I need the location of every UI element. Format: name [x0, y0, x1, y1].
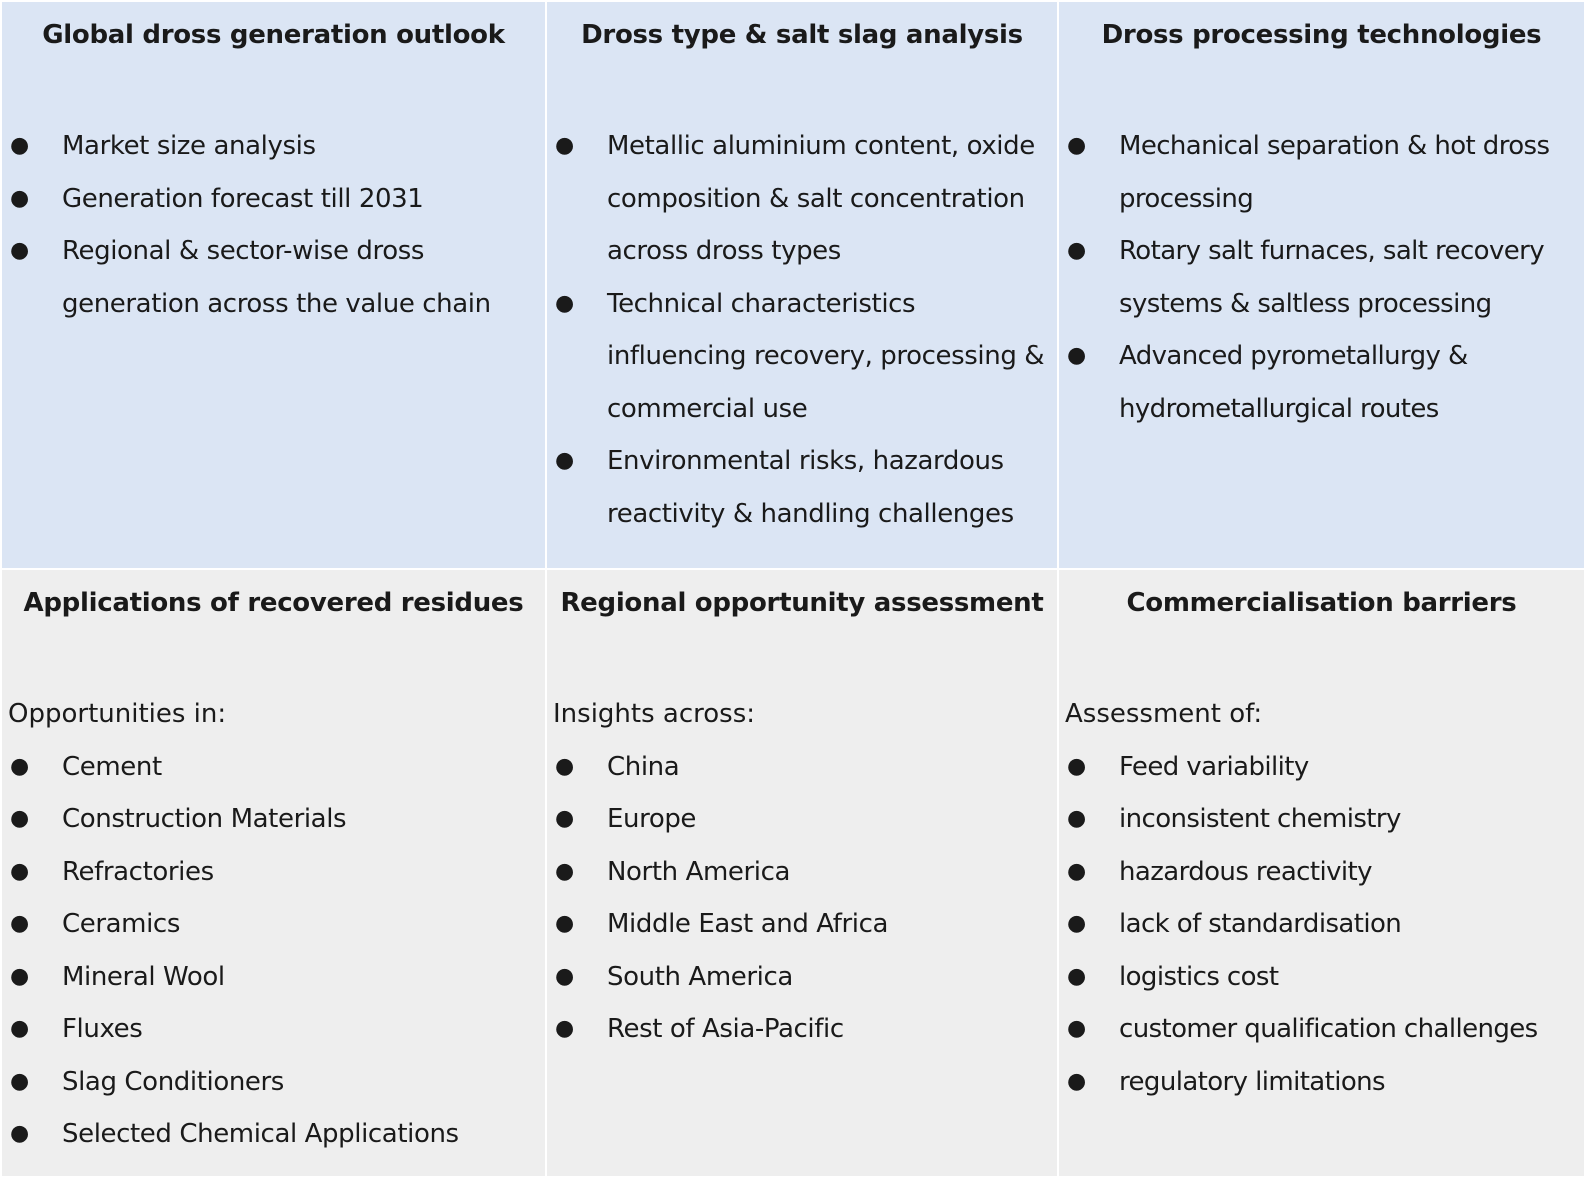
- cell-title: Dross processing technologies: [1101, 20, 1542, 50]
- list-item: [547, 951, 1057, 1004]
- bullet-icon: ●: [1067, 963, 1087, 989]
- bullet-icon: ●: [555, 1016, 575, 1041]
- list-item-text: hazardous reactivity: [1119, 856, 1372, 887]
- list-item-text: Advanced pyrometallurgy & hydrometallurgical routes: [1119, 341, 1468, 424]
- list-item: [2, 741, 545, 794]
- bullet-icon: ●: [10, 1068, 30, 1094]
- bullet-list: [1059, 120, 1584, 435]
- list-item: [547, 846, 1057, 899]
- bullet-icon: ●: [10, 1121, 30, 1146]
- list-item-text: Metallic aluminium content, oxide composition & salt concentration across dross types: [607, 131, 1035, 266]
- bullet-icon: ●: [1067, 133, 1087, 158]
- bullet-icon: ●: [555, 858, 575, 884]
- list-item-text: lack of standardisation: [1119, 909, 1402, 939]
- list-item: [1059, 330, 1584, 435]
- list-item: [547, 793, 1057, 846]
- bullet-list: [547, 120, 1057, 540]
- list-item: [1059, 951, 1584, 1004]
- list-item: [1059, 741, 1584, 794]
- list-item: [547, 120, 1057, 278]
- list-item: [2, 1056, 545, 1109]
- list-item: [547, 1003, 1057, 1056]
- list-item-text: Refractories: [62, 856, 214, 887]
- cell-regional-opportunity: [547, 570, 1057, 1176]
- bullet-list: [2, 120, 545, 330]
- bullet-icon: ●: [555, 448, 575, 473]
- list-item-text: logistics cost: [1119, 961, 1279, 992]
- list-item-text: Market size analysis: [62, 131, 316, 161]
- bullet-icon: ●: [10, 185, 30, 211]
- cell-title: Dross type & salt slag analysis: [581, 20, 1023, 50]
- list-item-text: inconsistent chemistry: [1119, 804, 1401, 834]
- bullet-icon: ●: [555, 133, 575, 158]
- bullet-list: [547, 741, 1057, 1056]
- list-item: [2, 1108, 545, 1161]
- list-item: [1059, 898, 1584, 951]
- bullet-icon: ●: [10, 753, 30, 779]
- list-item-text: Slag Conditioners: [62, 1066, 284, 1097]
- bullet-icon: ●: [10, 963, 30, 989]
- list-item: [2, 225, 545, 330]
- list-item-text: Cement: [62, 751, 162, 782]
- list-item: [2, 951, 545, 1004]
- list-item: [547, 435, 1057, 540]
- list-item: [2, 898, 545, 951]
- cell-body: [2, 688, 545, 1161]
- list-item: [1059, 120, 1584, 225]
- cell-body: [547, 688, 1057, 1056]
- list-item: [1059, 1056, 1584, 1109]
- list-item-text: Middle East and Africa: [607, 909, 889, 939]
- list-item: [2, 846, 545, 899]
- list-item: [547, 898, 1057, 951]
- bullet-icon: ●: [555, 753, 575, 779]
- list-item: [1059, 846, 1584, 899]
- bullet-icon: ●: [10, 806, 30, 831]
- bullet-icon: ●: [1067, 911, 1087, 936]
- bullet-icon: ●: [1067, 806, 1087, 831]
- list-item: [1059, 793, 1584, 846]
- cell-title: Applications of recovered residues: [23, 588, 524, 618]
- bullet-icon: ●: [10, 858, 30, 884]
- bullet-list: [1059, 741, 1584, 1109]
- cell-global-dross-outlook: [2, 2, 545, 568]
- bullet-list: [2, 741, 545, 1161]
- list-item-text: Environmental risks, hazardous reactivity & handling challenges: [607, 446, 1014, 529]
- list-item-text: Regional & sector-wise dross generation across the value chain: [62, 236, 491, 319]
- bullet-icon: ●: [10, 911, 30, 936]
- cell-dross-type-analysis: [547, 2, 1057, 568]
- list-item-text: Europe: [607, 804, 697, 834]
- bullet-icon: ●: [1067, 858, 1087, 884]
- bullet-icon: ●: [10, 1016, 30, 1041]
- cell-intro: Assessment of:: [1065, 699, 1263, 729]
- list-item-text: Feed variability: [1119, 751, 1309, 782]
- bullet-icon: ●: [1067, 753, 1087, 779]
- cell-body: [2, 120, 545, 330]
- list-item: [2, 1003, 545, 1056]
- list-item-text: Ceramics: [62, 909, 180, 939]
- list-item-text: Mineral Wool: [62, 961, 225, 992]
- bullet-icon: ●: [10, 238, 30, 263]
- list-item-text: Generation forecast till 2031: [62, 183, 424, 214]
- cell-title: Global dross generation outlook: [42, 20, 505, 50]
- list-item-text: Rotary salt furnaces, salt recovery systems & saltless processing: [1119, 236, 1545, 319]
- cell-title: Commercialisation barriers: [1126, 588, 1517, 618]
- cell-body: [1059, 120, 1584, 435]
- cell-intro: Insights across:: [553, 699, 756, 729]
- list-item: [547, 278, 1057, 436]
- bullet-icon: ●: [555, 806, 575, 831]
- bullet-icon: ●: [555, 911, 575, 936]
- list-item-text: Technical characteristics influencing recovery, processing & commercial use: [607, 288, 1045, 424]
- list-item: [2, 120, 545, 173]
- list-item: [1059, 1003, 1584, 1056]
- bullet-icon: ●: [1067, 1068, 1087, 1094]
- list-item: [2, 793, 545, 846]
- cell-commercialisation-barriers: [1059, 570, 1584, 1176]
- cell-intro: Opportunities in:: [8, 699, 227, 729]
- list-item: [547, 741, 1057, 794]
- bullet-icon: ●: [1067, 343, 1087, 368]
- bullet-icon: ●: [555, 963, 575, 989]
- bullet-icon: ●: [1067, 1016, 1087, 1041]
- list-item-text: Fluxes: [62, 1014, 143, 1044]
- list-item-text: South America: [607, 961, 793, 992]
- bullet-icon: ●: [1067, 238, 1087, 263]
- list-item-text: Mechanical separation & hot dross processing: [1119, 131, 1550, 214]
- list-item-text: Construction Materials: [62, 804, 347, 834]
- cell-title: Regional opportunity assessment: [560, 588, 1044, 618]
- cell-body: [1059, 688, 1584, 1108]
- list-item-text: North America: [607, 856, 791, 887]
- list-item: [2, 173, 545, 226]
- list-item-text: customer qualification challenges: [1119, 1014, 1538, 1044]
- list-item-text: Selected Chemical Applications: [62, 1119, 459, 1149]
- bullet-icon: ●: [555, 290, 575, 316]
- list-item-text: regulatory limitations: [1119, 1066, 1385, 1097]
- cell-applications: [2, 570, 545, 1176]
- bullet-icon: ●: [10, 133, 30, 158]
- cell-processing-technologies: [1059, 2, 1584, 568]
- list-item: [1059, 225, 1584, 330]
- list-item-text: Rest of Asia-Pacific: [607, 1014, 844, 1044]
- cell-body: [547, 120, 1057, 540]
- list-item-text: China: [607, 751, 680, 782]
